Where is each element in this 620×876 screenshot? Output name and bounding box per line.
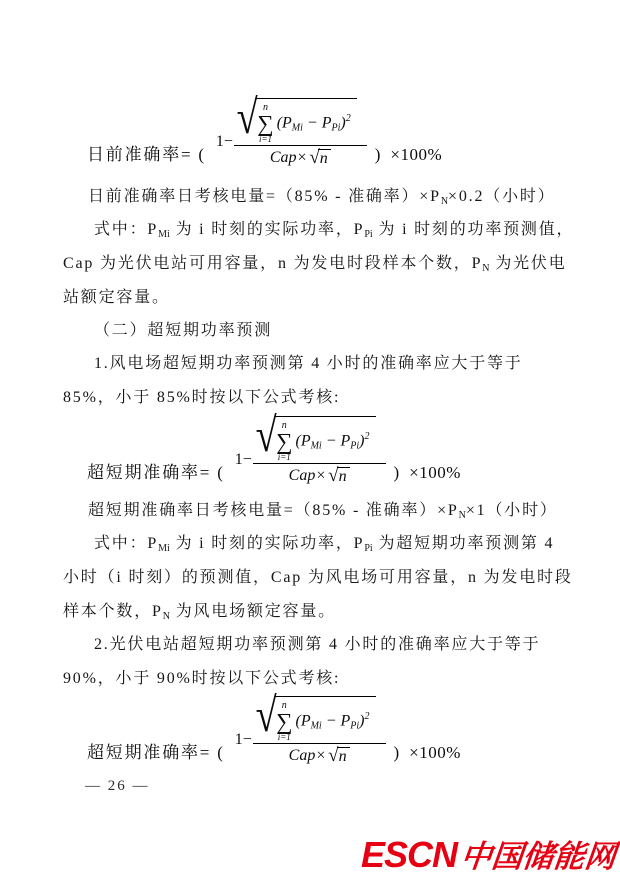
body-line: 样本个数，$P_N$ 为风电场额定容量。 xyxy=(63,603,336,622)
fraction xyxy=(253,409,386,486)
sqrt-n xyxy=(328,464,349,486)
radical-sign-small: √ xyxy=(328,464,339,486)
close-paren: ) xyxy=(393,742,401,762)
sum-upper-limit: n xyxy=(262,102,268,113)
one-minus: 1− xyxy=(215,132,233,150)
summation xyxy=(276,421,292,462)
escn-logo-chinese-text: 中国储能网 xyxy=(458,839,618,874)
ultra-short-term-accuracy-formula-wind xyxy=(87,409,461,486)
square-root xyxy=(253,409,376,462)
n-variable: n xyxy=(337,747,350,765)
day-ahead-accuracy-formula xyxy=(87,91,443,168)
body-line: 2.光伏电站超短期功率预测第 4 小时的准确率应大于等于 xyxy=(94,636,541,653)
radicand xyxy=(274,416,375,462)
sigma-symbol: ∑ xyxy=(257,111,274,136)
body-line: 式中：$P_{Mi}$ 为 i 时刻的实际功率，$P_{Pi}$ 为 i 时刻的功率预测值， xyxy=(94,221,575,240)
formula-label: 日前准确率= ( xyxy=(87,144,206,164)
sum-upper-limit: n xyxy=(281,420,287,431)
sum-lower-limit: i=1 xyxy=(277,731,291,742)
fraction-denominator xyxy=(289,744,350,765)
times-100-percent: ×100% xyxy=(390,144,443,164)
body-line: 90%，小于 90%时按以下公式考核: xyxy=(63,670,341,687)
squared-difference-term: $(P_{Mi} - P_{Pi})^2$ xyxy=(276,113,351,134)
ultra-short-term-accuracy-formula-solar xyxy=(87,689,461,766)
summation xyxy=(257,103,273,144)
radical-sign-small: √ xyxy=(309,146,320,168)
escn-logo-text: ESCN xyxy=(360,834,457,875)
radical-sign: √ xyxy=(255,409,277,462)
close-paren: ) xyxy=(374,144,382,164)
squared-difference-term: $(P_{Mi} - P_{Pi})^2$ xyxy=(295,711,370,732)
fraction-numerator xyxy=(253,689,386,744)
page-number: — 26 — xyxy=(85,778,150,794)
body-line: 1.风电场超短期功率预测第 4 小时的准确率应大于等于 xyxy=(94,355,523,372)
radical-sign: √ xyxy=(236,91,258,144)
sum-lower-limit: i=1 xyxy=(277,451,291,462)
section-heading: （二）超短期功率预测 xyxy=(94,322,273,339)
square-root xyxy=(253,689,376,742)
body-line: Cap 为光伏电站可用容量，n 为发电时段样本个数，$P_N$ 为光伏电 xyxy=(63,255,567,274)
body-line: 式中：$P_{Mi}$ 为 i 时刻的实际功率，$P_{Pi}$ 为超短期功率预测第 4 xyxy=(94,535,555,554)
fraction xyxy=(234,91,367,168)
fraction-numerator xyxy=(234,91,367,146)
n-variable: n xyxy=(337,467,350,485)
radicand xyxy=(255,98,356,144)
body-line: 85%，小于 85%时按以下公式考核: xyxy=(63,389,341,406)
summation xyxy=(276,701,292,742)
formula-expression xyxy=(215,91,367,168)
fraction-numerator xyxy=(253,409,386,464)
fraction-denominator xyxy=(270,146,331,167)
escn-logo xyxy=(361,831,616,876)
squared-difference-term: $(P_{Mi} - P_{Pi})^2$ xyxy=(295,431,370,452)
sqrt-n xyxy=(328,744,349,766)
sqrt-n xyxy=(309,146,330,168)
formula-expression xyxy=(234,409,386,486)
one-minus: 1− xyxy=(234,450,252,468)
times-100-percent: ×100% xyxy=(409,742,461,762)
fraction-denominator xyxy=(289,464,350,485)
radical-sign: √ xyxy=(255,689,277,742)
radicand xyxy=(274,696,375,742)
radical-sign-small: √ xyxy=(328,744,339,766)
sigma-symbol: ∑ xyxy=(276,429,293,454)
ultra-short-term-assessment-line: 超短期准确率日考核电量=（85% - 准确率）$\times P_N\times 1$（小时） xyxy=(88,502,558,521)
square-root xyxy=(234,91,357,144)
close-paren: ) xyxy=(393,462,401,482)
day-ahead-assessment-line: 日前准确率日考核电量=（85% - 准确率）$\times P_N\times 0.2$（小时） xyxy=(88,188,556,207)
n-variable: n xyxy=(318,149,331,167)
fraction xyxy=(253,689,386,766)
formula-expression xyxy=(234,689,386,766)
body-line: 小时（i 时刻）的预测值，Cap 为风电场可用容量，n 为发电时段 xyxy=(63,569,573,586)
formula-label: 超短期准确率= ( xyxy=(87,462,225,482)
cap-times: Cap× xyxy=(288,746,327,764)
times-100-percent: ×100% xyxy=(409,462,461,482)
formula-label: 超短期准确率= ( xyxy=(87,742,225,762)
sum-upper-limit: n xyxy=(281,700,287,711)
cap-times: Cap× xyxy=(288,466,327,484)
cap-times: Cap× xyxy=(269,148,308,166)
body-line: 站额定容量。 xyxy=(63,289,170,306)
one-minus: 1− xyxy=(234,730,252,748)
sigma-symbol: ∑ xyxy=(276,709,293,734)
sum-lower-limit: i=1 xyxy=(258,133,273,144)
